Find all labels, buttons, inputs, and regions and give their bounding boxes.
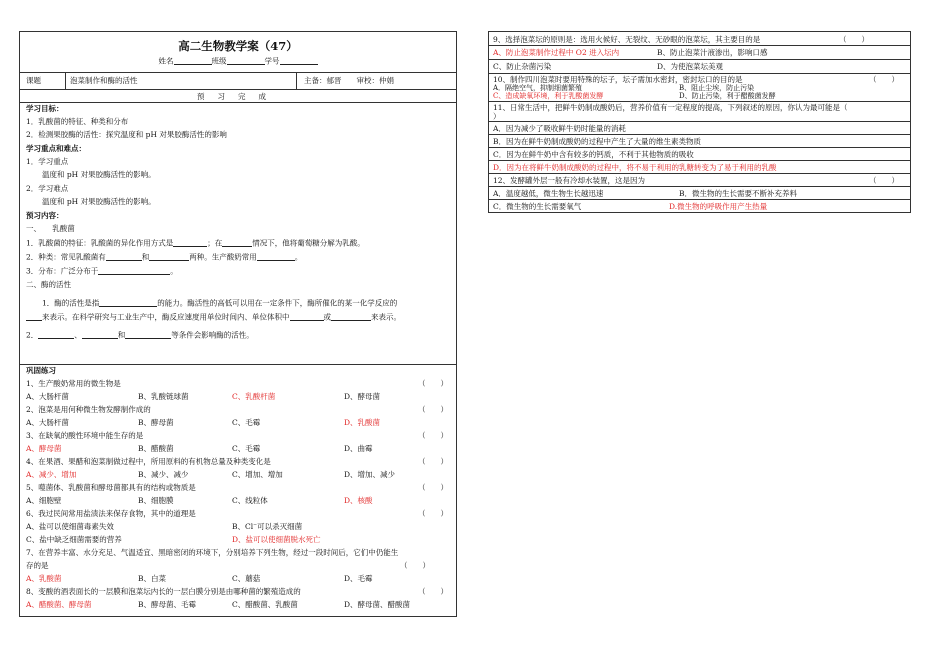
- question: 8、变酸的酒表面长的一层膜和泡菜坛内长的一层白膜分别是由哪种菌的繁殖造成的: [26, 587, 301, 596]
- answer-blank[interactable]: [125, 331, 171, 339]
- fill-line: 1．乳酸菌的特征：乳酸菌的异化作用方式是 ；在 情况下，他将葡萄糖分解为乳酸。: [26, 238, 365, 248]
- fill-line: 1．酶的活性是指 的能力。酶活性的高低可以用在一定条件下，酶所催化的某一化学反应的: [42, 298, 398, 308]
- class-blank[interactable]: [227, 57, 265, 65]
- name-label: 姓名: [158, 56, 174, 66]
- option: B、乳酸链球菌: [138, 392, 189, 401]
- option: A．温度越低，微生物生长越迅速: [493, 189, 604, 198]
- number-label: 学号: [264, 56, 280, 66]
- option: C、盐中缺乏细菌需要的营养: [26, 535, 122, 544]
- option-correct: A、减少、增加: [26, 470, 77, 479]
- key-point-detail: 温度和 pH 对果胶酶活性的影响。: [42, 197, 156, 206]
- answer-parens: （ ）: [869, 176, 899, 185]
- answer-blank[interactable]: [26, 313, 42, 321]
- divider: [20, 102, 456, 103]
- left-worksheet: [19, 31, 457, 617]
- option-correct: A、乳酸菌: [26, 574, 62, 583]
- divider: [489, 59, 910, 60]
- answer-blank[interactable]: [173, 239, 207, 247]
- fill-line: 3．分布：广泛分布于 。: [26, 266, 178, 276]
- answer-parens: （ ）: [869, 75, 899, 84]
- option-correct: D、盐可以使细菌脱水死亡: [232, 535, 321, 544]
- option: C．因为在鲜牛奶中含有较多的钙质，不利于其他物质的吸收: [493, 150, 694, 159]
- answer-blank[interactable]: [99, 299, 157, 307]
- fill-line: 2．种类：常见乳酸菌有 和 两种。生产酸奶常用 。: [26, 252, 303, 262]
- author-reviewer: 主备：郁晋 审校：仲娟: [304, 76, 394, 85]
- option: A、大肠杆菌: [26, 392, 69, 401]
- answer-parens: （ ）: [418, 587, 448, 596]
- divider: [65, 73, 66, 89]
- question: 2、泡菜是用何种微生物发酵制作成的: [26, 405, 151, 414]
- preview-heading: 预习完成: [197, 92, 279, 101]
- divider: [489, 134, 910, 135]
- key-point-detail: 温度和 pH 对果胶酶活性的影响。: [42, 170, 156, 179]
- number-blank[interactable]: [280, 57, 318, 65]
- fill-line: 来表示。在科学研究与工业生产中，酶反应速度用单位时间内、单位体积中 或 来表示。: [26, 313, 401, 321]
- option: B．微生物的生长需要不断补充养料: [679, 189, 798, 198]
- answer-parens: （ ）: [418, 457, 448, 466]
- answer-parens: （ ）: [400, 561, 430, 570]
- topic-label: 课题: [26, 76, 41, 85]
- option: B．因为在鲜牛奶制成酸奶的过程中产生了大量的维生素类物质: [493, 137, 702, 146]
- question: 12、发酵罐外层一般有冷却水装置，这是因为: [493, 176, 646, 185]
- option: D、毛霉: [344, 574, 373, 583]
- answer-blank[interactable]: [290, 313, 324, 321]
- answer-blank[interactable]: [98, 267, 170, 275]
- goals-heading: 学习目标：: [26, 104, 64, 113]
- option: D、防止污染，利于醋酸菌发酵: [679, 92, 776, 100]
- name-blank[interactable]: [174, 57, 212, 65]
- option-correct: D.微生物的呼吸作用产生热量: [669, 202, 768, 211]
- question-continued: ）: [493, 112, 501, 121]
- option: A．隔绝空气，抑制细菌繁殖: [493, 84, 583, 92]
- option: A、细胞壁: [26, 496, 62, 505]
- option: D、酵母菌、醋酸菌: [344, 600, 411, 609]
- question-continued: 存的是: [26, 561, 49, 570]
- option: B、酵母菌: [138, 418, 174, 427]
- option: C、防止杂菌污染: [493, 62, 552, 71]
- answer-blank[interactable]: [38, 331, 74, 339]
- option-correct: D、核酸: [344, 496, 373, 505]
- student-info-line: [20, 57, 456, 65]
- option: D、为使泡菜坛美观: [657, 62, 724, 71]
- right-worksheet: [488, 31, 911, 213]
- class-label: 班级: [211, 56, 227, 66]
- option: C、线粒体: [232, 496, 268, 505]
- answer-parens: （ ）: [839, 35, 869, 44]
- question: 4、在果酒、果醋和泡菜制做过程中，所用原料的有机物总量及种类变化是: [26, 457, 271, 466]
- worksheet-title: 高二生物教学案（47）: [178, 39, 298, 53]
- answer-parens: （ ）: [418, 431, 448, 440]
- option: B、白菜: [138, 574, 167, 583]
- practice-heading: 巩固练习: [26, 366, 56, 375]
- divider: [296, 73, 297, 89]
- divider: [20, 89, 456, 90]
- key-points-heading: 学习重点和难点：: [26, 144, 86, 153]
- answer-blank[interactable]: [106, 253, 142, 261]
- option: C、增加、增加: [232, 470, 283, 479]
- answer-blank[interactable]: [331, 313, 371, 321]
- key-point-item: 2．学习难点: [26, 184, 69, 193]
- answer-blank[interactable]: [149, 253, 189, 261]
- option-correct: C、造成缺氧环境，利于乳酸菌发酵: [493, 92, 604, 100]
- option: D、曲霉: [344, 444, 373, 453]
- option-correct: A、酵母菌: [26, 444, 62, 453]
- divider: [489, 147, 910, 148]
- divider: [489, 160, 910, 161]
- option-correct: A、防止泡菜制作过程中 O2 进入坛内: [493, 48, 620, 57]
- section-enzyme-activity: 二、酶的活性: [26, 280, 71, 289]
- answer-blank[interactable]: [257, 253, 295, 261]
- divider: [489, 45, 910, 46]
- answer-parens: （ ）: [418, 483, 448, 492]
- option-correct: D．因为在将鲜牛奶制成酸奶的过程中，将不易于利用的乳糖转变为了易于利用的乳酸: [493, 163, 777, 172]
- option-correct: C、乳酸杆菌: [232, 392, 276, 401]
- divider: [489, 73, 910, 74]
- option: C、醋酸菌、乳酸菌: [232, 600, 298, 609]
- option: B、Cl⁻可以杀灭细菌: [232, 522, 303, 531]
- option-correct: A、醋酸菌、酵母菌: [26, 600, 92, 609]
- option: B、醋酸菌: [138, 444, 174, 453]
- option: A、大肠杆菌: [26, 418, 69, 427]
- answer-blank[interactable]: [222, 239, 252, 247]
- option: B、酵母菌、毛霉: [138, 600, 197, 609]
- option: D、酵母菌: [344, 392, 381, 401]
- divider: [20, 364, 456, 365]
- option: C、毛霉: [232, 444, 261, 453]
- option: B、细胞膜: [138, 496, 174, 505]
- question: 1、生产酸奶常用的微生物是: [26, 379, 121, 388]
- topic-name: 泡菜制作和酶的活性: [70, 76, 138, 85]
- question: 9、选择泡菜坛的原则是：选用火候好、无裂纹、无砂眼的泡菜坛，其主要目的是: [493, 35, 761, 44]
- divider: [489, 186, 910, 187]
- option: C、蘑菇: [232, 574, 261, 583]
- question: 10、制作四川泡菜时要用特殊的坛子，坛子需加水密封，密封坛口的目的是: [493, 75, 743, 84]
- goal-item: 1．乳酸菌的特征、种类和分布: [26, 117, 129, 126]
- goal-item: 2．检测果胶酶的活性：探究温度和 pH 对果胶酶活性的影响: [26, 130, 227, 139]
- option: D、增加、减少: [344, 470, 396, 479]
- option: B、防止泡菜汁液渗出，影响口感: [657, 48, 768, 57]
- option: A、盐可以使细菌毒素失效: [26, 522, 114, 531]
- answer-parens: （ ）: [418, 379, 448, 388]
- option: B、阻止尘埃，防止污染: [679, 84, 755, 92]
- answer-parens: （ ）: [418, 509, 448, 518]
- question: 5、噬菌体、乳酸菌和酵母菌都具有的结构或物质是: [26, 483, 196, 492]
- question: 7、在营养丰富、水分充足、气温适宜、黑暗密闭的环境下，分别培养下列生物，经过一段时间后，它们中仍能生: [26, 548, 399, 557]
- preview-content-heading: 预习内容：: [26, 211, 64, 220]
- divider: [489, 101, 910, 102]
- question: 11、日常生活中，把鲜牛奶制成酸奶后，营养价值有一定程度的提高，下列叙述的原因，你认为最可能是（: [493, 103, 848, 112]
- option: B、减少、减少: [138, 470, 189, 479]
- option: C、毛霉: [232, 418, 261, 427]
- course-row: [20, 73, 456, 89]
- section-lactobacillus: 一、 乳酸菌: [26, 224, 75, 233]
- divider: [489, 173, 910, 174]
- divider: [489, 121, 910, 122]
- option-correct: D、乳酸菌: [344, 418, 381, 427]
- fill-line: 2． 、 和 等条件会影响酶的活性。: [26, 330, 254, 340]
- question: 6、我过民间常用盐渍法来保存食物，其中的道理是: [26, 509, 196, 518]
- option: A．因为减少了吸收鲜牛奶时能量的消耗: [493, 124, 626, 133]
- answer-blank[interactable]: [82, 331, 118, 339]
- divider: [489, 199, 910, 200]
- key-point-item: 1．学习重点: [26, 157, 69, 166]
- question: 3、在缺氧的酸性环境中能生存的是: [26, 431, 144, 440]
- answer-parens: （ ）: [418, 405, 448, 414]
- option: C．微生物的生长需要氧气: [493, 202, 582, 211]
